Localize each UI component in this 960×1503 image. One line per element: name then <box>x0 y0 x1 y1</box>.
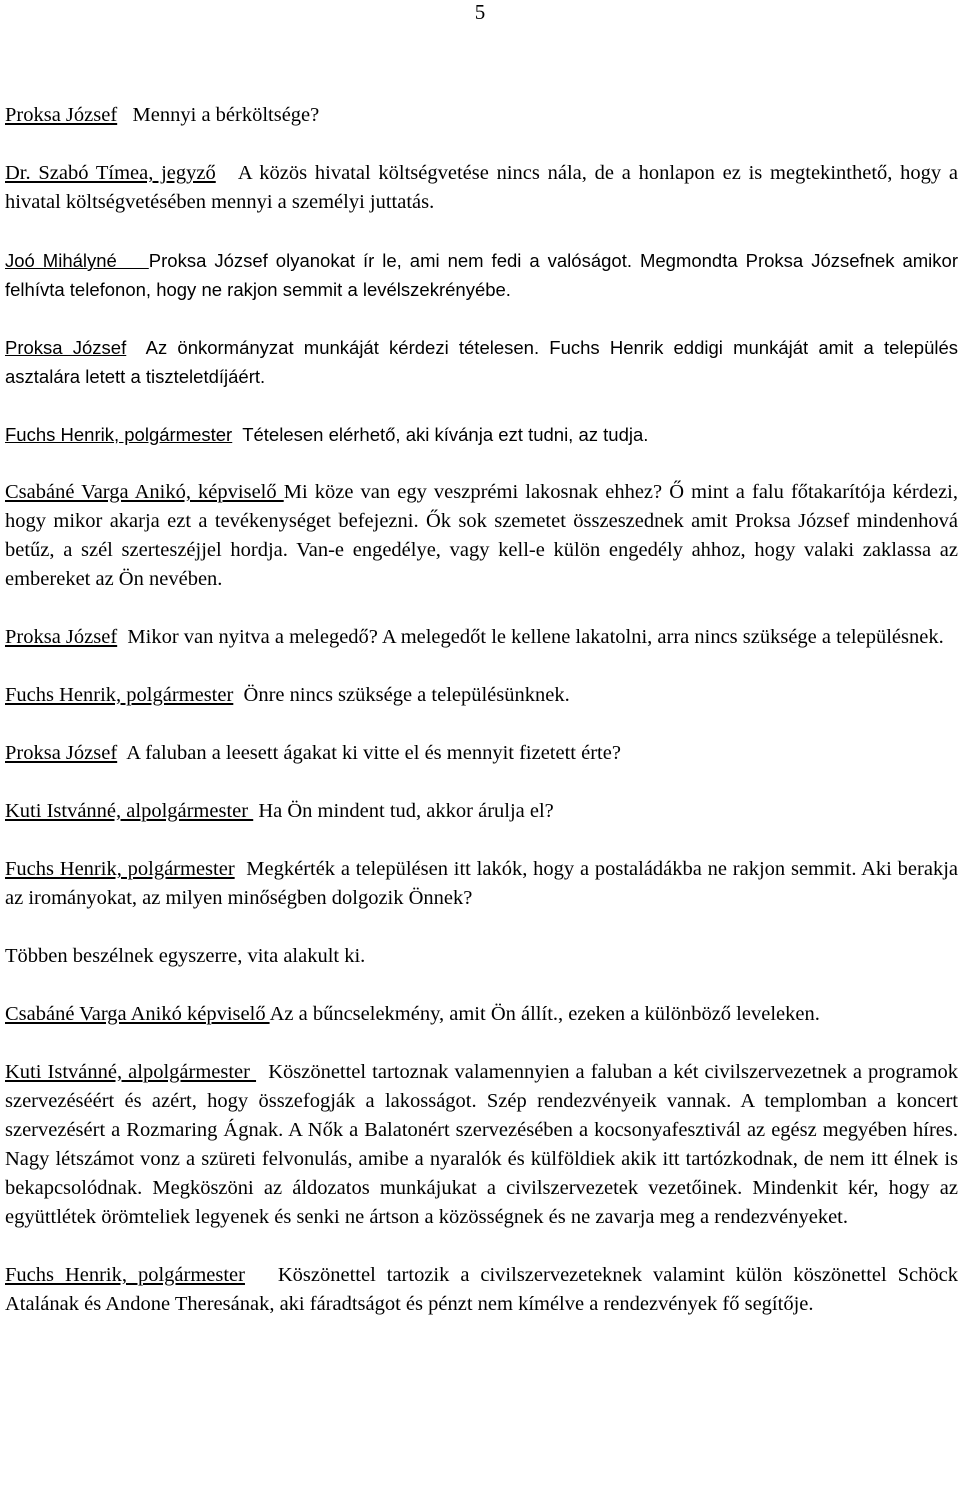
paragraph <box>5 478 958 594</box>
paragraph <box>5 420 958 449</box>
statement-text: Köszönettel tartoznak valamennyien a faluban a két civilszervezetnek a programok szervezéséért és azért, hogy összefogják a lakosságot. Szép rendezvényeik vannak. A templomban a koncert szervezésért a Rozmaring Ágnak. A Nők a Balatonért szervezésében a kocsonyafesztivál az egész megyében híres. Nagy létszámot vonz a szüreti felvonulás, amibe a nyaralók és külföldiek akik itt tartózkodnak, de nem itt élnek is bekapcsolódnak. Megköszöni az áldozatos munkájukat a civilszervezetek vezetőinek. Mindenkit kér, hogy az együttlétek örömteliek legyenek és senki ne ártson a közösségnek és ne zavarja meg a rendezvényeket. <box>5 1061 959 1228</box>
page-number: 5 <box>474 0 486 24</box>
speaker-name: Csabáné Varga Anikó képviselő <box>5 1003 270 1025</box>
paragraph <box>5 855 958 913</box>
paragraph <box>5 942 958 971</box>
speaker-name: Kuti Istvánné, alpolgármester <box>5 800 254 822</box>
paragraph <box>5 1058 958 1232</box>
statement-text: Tételesen elérhető, aki kívánja ezt tudni, az tudja. <box>242 424 649 445</box>
paragraph <box>5 681 958 710</box>
speaker-name: Proksa József <box>5 337 127 358</box>
document-body <box>5 101 958 1348</box>
statement-text: Az a bűncselekmény, amit Ön állít., ezeken a különböző leveleken. <box>269 1003 820 1025</box>
speaker-name: Proksa József <box>5 742 118 764</box>
statement-text: Proksa József olyanokat ír le, ami nem fedi a valóságot. Megmondta Proksa Józsefnek amikor felhívta telefonon, hogy ne rakjon semmit a levélszekrényébe. <box>5 250 958 300</box>
speaker-name: Fuchs Henrik, polgármester <box>5 1264 245 1286</box>
statement-text: Többen beszélnek egyszerre, vita alakult ki. <box>5 945 366 967</box>
paragraph <box>5 101 958 130</box>
paragraph <box>5 246 958 304</box>
paragraph <box>5 739 958 768</box>
speaker-name: Proksa József <box>5 104 118 126</box>
speaker-name: Fuchs Henrik, polgármester <box>5 684 234 706</box>
speaker-name: Proksa József <box>5 626 118 648</box>
statement-text: Ha Ön mindent tud, akkor árulja el? <box>258 800 554 822</box>
statement-text: Mikor van nyitva a melegedő? A melegedőt le kellene lakatolni, arra nincs szüksége a településnek. <box>127 626 944 648</box>
paragraph <box>5 623 958 652</box>
speaker-name: Fuchs Henrik, polgármester <box>5 858 235 880</box>
speaker-name: Fuchs Henrik, polgármester <box>5 424 233 445</box>
speaker-name: Csabáné Varga Anikó, képviselő <box>5 481 284 503</box>
paragraph <box>5 797 958 826</box>
speaker-name: Joó Mihályné <box>5 250 149 271</box>
paragraph <box>5 1000 958 1029</box>
statement-text: A faluban a leesett ágakat ki vitte el és mennyit fizetett érte? <box>126 742 621 764</box>
statement-text: Mi köze van egy veszprémi lakosnak ehhez? Ő mint a falu főtakarítója kérdezi, hogy mikor akarja ezt a tevékenységet befejezni. Ők sok szemetet összeszednek amit Proksa József mindenhová betűz, a szél szerteszéjjel hordja. Van-e engedélye, vagy kell-e külön engedély ahhoz, hogy valaki zaklassa az embereket az Ön nevében. <box>5 481 958 590</box>
statement-text: Önre nincs szüksége a településünknek. <box>243 684 570 706</box>
statement-text: A közös hivatal költségvetése nincs nála, de a honlapon ez is megtekinthető, hogy a hivatal költségvetésében mennyi a személyi juttatás. <box>5 162 959 213</box>
statement-text: Mennyi a bérköltsége? <box>132 104 320 126</box>
statement-text: Megkérték a településen itt lakók, hogy a postaládákba ne rakjon semmit. Aki berakja az irományokat, az milyen minőségben dolgozik Önnek? <box>5 858 959 909</box>
speaker-name: Kuti Istvánné, alpolgármester <box>5 1061 257 1083</box>
paragraph <box>5 333 958 391</box>
paragraph <box>5 159 958 217</box>
paragraph <box>5 1261 958 1319</box>
statement-text: Köszönettel tartozik a civilszervezeteknek valamint külön köszönettel Schöck Atalának és Andone Theresának, aki fáradtságot és pénzt nem kímélve a rendezvények fő segítője. <box>5 1264 959 1315</box>
statement-text: Az önkormányzat munkáját kérdezi tételesen. Fuchs Henrik eddigi munkáját amit a település asztalára letett a tiszteletdíjáért. <box>5 337 959 387</box>
speaker-name: Dr. Szabó Tímea, jegyző <box>5 162 216 184</box>
